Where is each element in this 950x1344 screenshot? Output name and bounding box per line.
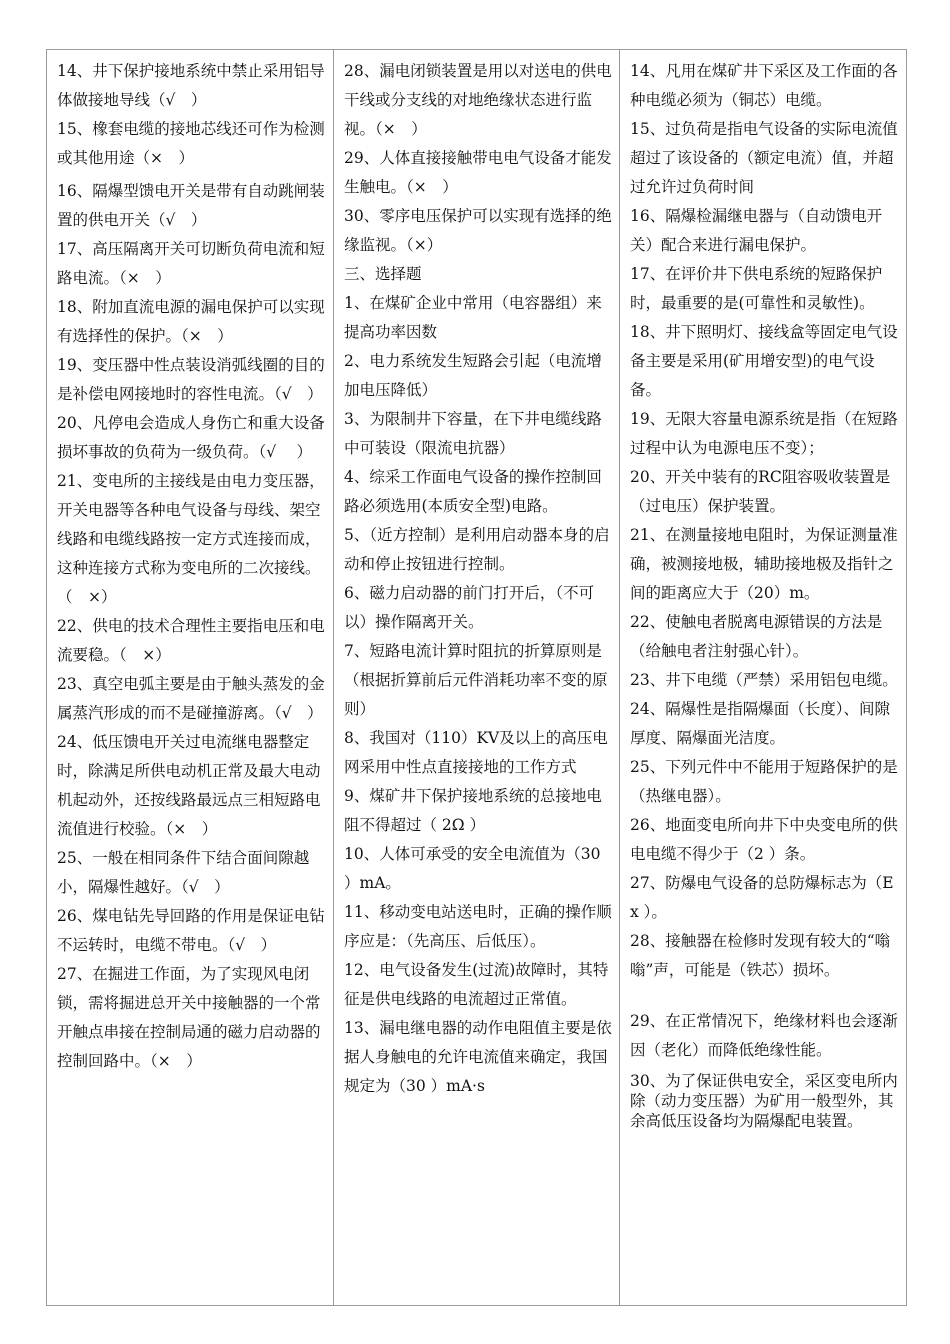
question-item: 14、凡用在煤矿井下采区及工作面的各种电缆必须为（铜芯）电缆。: [630, 62, 898, 109]
question-item: 5、（近方控制）是利用启动器本身的启动和停止按钮进行控制。: [344, 526, 610, 573]
question-sheet: [46, 49, 907, 1306]
question-item: 29、在正常情况下，绝缘材料也会逐渐因（老化）而降低绝缘性能。: [630, 1012, 898, 1059]
question-item: 15、过负荷是指电气设备的实际电流值超过了该设备的（额定电流）值，并超过允许过负荷时间: [630, 120, 898, 196]
question-item: 15、橡套电缆的接地芯线还可作为检测或其他用途（× ）: [57, 120, 325, 167]
question-item: 29、人体直接接触带电电气设备才能发生触电。（× ）: [344, 149, 612, 196]
question-item: 8、我国对（110）KV及以上的高压电网采用中性点直接接地的工作方式: [344, 729, 608, 776]
section-heading: 三、选择题: [344, 265, 422, 283]
question-item: 21、在测量接地电阻时，为保证测量准确，被测接地极，辅助接地极及指针之间的距离应大于（20）m。: [630, 526, 898, 602]
question-item: 30、为了保证供电安全，采区变电所内除（动力变压器）为矿用一般型外，其余高低压设备均为隔爆配电装置。: [630, 1072, 898, 1130]
question-item: 28、漏电闭锁装置是用以对送电的供电干线或分支线的对地绝缘状态进行监视。（× ）: [344, 62, 612, 138]
question-item: 30、零序电压保护可以实现有选择的绝缘监视。（×）: [344, 207, 612, 254]
question-item: 18、附加直流电源的漏电保护可以实现有选择性的保护。（× ）: [57, 298, 325, 345]
question-item: 16、隔爆型馈电开关是带有自动跳闸装置的供电开关（√ ）: [57, 182, 325, 229]
question-item: 13、漏电继电器的动作电阻值主要是依据人身触电的允许电流值来确定，我国规定为（30 ）mA·s: [344, 1019, 612, 1095]
question-item: 9、煤矿井下保护接地系统的总接地电阻不得超过（ 2Ω ）: [344, 787, 602, 834]
question-item: 3、为限制井下容量，在下井电缆线路中可装设（限流电抗器）: [344, 410, 602, 457]
question-item: 1、在煤矿企业中常用（电容器组）来提高功率因数: [344, 294, 602, 341]
question-item: 7、短路电流计算时阻抗的折算原则是（根据折算前后元件消耗功率不变的原则）: [344, 642, 608, 718]
question-item: 19、变压器中性点装设消弧线圈的目的是补偿电网接地时的容性电流。（√ ）: [57, 356, 325, 403]
question-item: 10、人体可承受的安全电流值为（30 ）mA。: [344, 845, 601, 892]
question-item: 20、凡停电会造成人身伤亡和重大设备损坏事故的负荷为一级负荷。（√ ）: [57, 414, 325, 461]
question-item: 4、综采工作面电气设备的操作控制回路必须选用(本质安全型)电路。: [344, 468, 602, 515]
question-item: 27、防爆电气设备的总防爆标志为（Ex ）。: [630, 874, 894, 921]
question-item: 11、移动变电站送电时，正确的操作顺序应是：（先高压、后低压）。: [344, 903, 612, 950]
question-item: 23、井下电缆（严禁）采用铝包电缆。: [630, 671, 898, 689]
question-item: 17、高压隔离开关可切断负荷电流和短路电流。（× ）: [57, 240, 325, 287]
question-item: 16、隔爆检漏继电器与（自动馈电开关）配合来进行漏电保护。: [630, 207, 883, 254]
question-item: 26、煤电钻先导回路的作用是保证电钻不运转时，电缆不带电。（√ ）: [57, 907, 325, 954]
question-item: 24、低压馈电开关过电流继电器整定时，除满足所供电动机正常及最大电动机起动外，还按线路最远点三相短路电流值进行校验。（× ）: [57, 733, 321, 838]
question-item: 17、在评价井下供电系统的短路保护时，最重要的是(可靠性和灵敏性)。: [630, 265, 883, 312]
question-item: 19、无限大容量电源系统是指（在短路过程中认为电源电压不变）；: [630, 410, 898, 457]
question-item: 22、供电的技术合理性主要指电压和电流要稳。（ ×）: [57, 617, 325, 664]
column-1: [47, 50, 334, 1305]
question-item: 2、电力系统发生短路会引起（电流增加电压降低）: [344, 352, 602, 399]
question-item: 6、磁力启动器的前门打开后，（不可以）操作隔离开关。: [344, 584, 595, 631]
question-item: 23、真空电弧主要是由于触头蒸发的金属蒸汽形成的而不是碰撞游离。（√ ）: [57, 675, 325, 722]
column-3: [620, 50, 906, 1305]
question-item: 25、下列元件中不能用于短路保护的是（热继电器）。: [630, 758, 898, 805]
question-item: 22、使触电者脱离电源错误的方法是（给触电者注射强心针）。: [630, 613, 883, 660]
question-item: 20、开关中装有的RC阻容吸收装置是（过电压）保护装置。: [630, 468, 891, 515]
question-item: 14、井下保护接地系统中禁止采用铝导体做接地导线（√ ）: [57, 62, 325, 109]
question-item: 26、地面变电所向井下中央变电所的供电电缆不得少于（2 ）条。: [630, 816, 898, 863]
question-item: 25、一般在相同条件下结合面间隙越小，隔爆性越好。（√ ）: [57, 849, 310, 896]
question-item: 24、隔爆性是指隔爆面（长度）、间隙厚度、隔爆面光洁度。: [630, 700, 890, 747]
question-item: 18、井下照明灯、接线盒等固定电气设备主要是采用(矿用增安型)的电气设备。: [630, 323, 898, 399]
question-item: 28、接触器在检修时发现有较大的“嗡嗡”声，可能是（铁芯）损坏。: [630, 932, 891, 979]
question-item: 12、电气设备发生(过流)故障时，其特征是供电线路的电流超过正常值。: [344, 961, 609, 1008]
question-item: 21、变电所的主接线是由电力变压器，开关电器等各种电气设备与母线、架空线路和电缆线路按一定方式连接而成，这种连接方式称为变电所的二次接线。（ ×）: [57, 472, 325, 606]
column-2: [334, 50, 620, 1305]
question-item: 27、在掘进工作面，为了实现风电闭锁，需将掘进总开关中接触器的一个常开触点串接在控制局通的磁力启动器的控制回路中。（× ）: [57, 965, 321, 1070]
